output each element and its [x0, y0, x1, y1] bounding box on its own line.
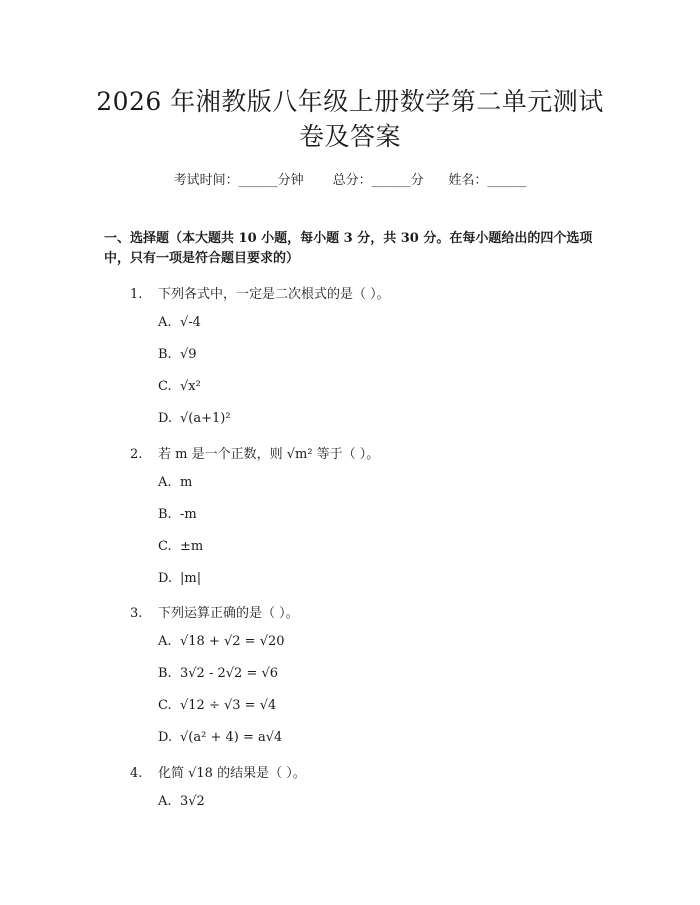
option-text: √18 + √2 = √20 — [180, 634, 285, 649]
question-4-option-a — [158, 794, 205, 809]
option-letter: A. — [158, 475, 172, 490]
name-blank: ______ — [487, 173, 527, 188]
question-2 — [130, 443, 379, 462]
score-unit: 分 — [410, 173, 424, 188]
question-2-option-a — [158, 475, 192, 490]
question-1 — [130, 283, 390, 302]
option-letter: B. — [158, 507, 172, 522]
question-1-option-a — [158, 315, 201, 330]
question-1-option-b — [158, 347, 197, 362]
question-stem: 下列运算正确的是（ ）。 — [158, 606, 299, 621]
question-stem: 下列各式中，一定是二次根式的是（ ）。 — [158, 287, 390, 302]
option-letter: A. — [158, 315, 172, 330]
question-number: 4. — [130, 766, 143, 781]
option-letter: D. — [158, 571, 173, 586]
option-text: √(a² + 4) = a√4 — [180, 730, 283, 745]
option-text: 3√2 — [180, 794, 205, 809]
question-2-option-b — [158, 507, 197, 522]
option-letter: A. — [158, 794, 172, 809]
option-letter: C. — [158, 698, 172, 713]
option-text: |m| — [180, 571, 202, 586]
question-stem: 若 m 是一个正数，则 √m² 等于（ ）。 — [158, 447, 380, 462]
question-number: 3. — [130, 606, 143, 621]
option-letter: B. — [158, 347, 172, 362]
option-letter: C. — [158, 539, 172, 554]
score-label: 总分： — [332, 173, 372, 188]
option-letter: D. — [158, 411, 173, 426]
section-heading-choice: 一、选择题（本大题共 10 小题，每小题 3 分，共 30 分。在每小题给出的四个选项中，只有一项是符合题目要求的） — [104, 231, 593, 266]
option-text: √x² — [180, 379, 201, 394]
option-text: √9 — [180, 347, 197, 362]
option-text: √(a+1)² — [180, 411, 231, 426]
question-3 — [130, 602, 299, 621]
option-letter: C. — [158, 379, 172, 394]
question-2-option-c — [158, 539, 203, 554]
question-3-option-b — [158, 666, 278, 681]
option-text: -m — [180, 507, 197, 522]
question-3-option-d — [158, 730, 282, 745]
question-stem: 化简 √18 的结果是（ ）。 — [158, 766, 306, 781]
option-letter: B. — [158, 666, 172, 681]
question-3-option-c — [158, 698, 276, 713]
option-letter: D. — [158, 730, 173, 745]
option-text: √12 ÷ √3 = √4 — [180, 698, 277, 713]
title-line-1: 2026 年湘教版八年级上册数学第二单元测试 — [96, 87, 604, 116]
question-4 — [130, 762, 306, 781]
question-3-option-a — [158, 634, 285, 649]
time-blank: ______ — [238, 173, 278, 188]
option-letter: A. — [158, 634, 172, 649]
question-number: 1. — [130, 287, 143, 302]
score-blank: ______ — [371, 173, 411, 188]
title-line-2: 卷及答案 — [298, 122, 401, 151]
option-text: √-4 — [180, 315, 201, 330]
time-label: 考试时间： — [173, 173, 239, 188]
option-text: ±m — [180, 539, 204, 554]
document-title — [60, 84, 640, 154]
exam-info-line — [0, 169, 700, 188]
question-2-option-d — [158, 571, 201, 586]
question-1-option-c — [158, 379, 201, 394]
question-1-option-d — [158, 411, 231, 426]
time-unit: 分钟 — [277, 173, 304, 188]
option-text: m — [180, 475, 193, 490]
option-text: 3√2 - 2√2 = √6 — [180, 666, 279, 681]
question-number: 2. — [130, 447, 143, 462]
name-label: 姓名： — [448, 173, 488, 188]
